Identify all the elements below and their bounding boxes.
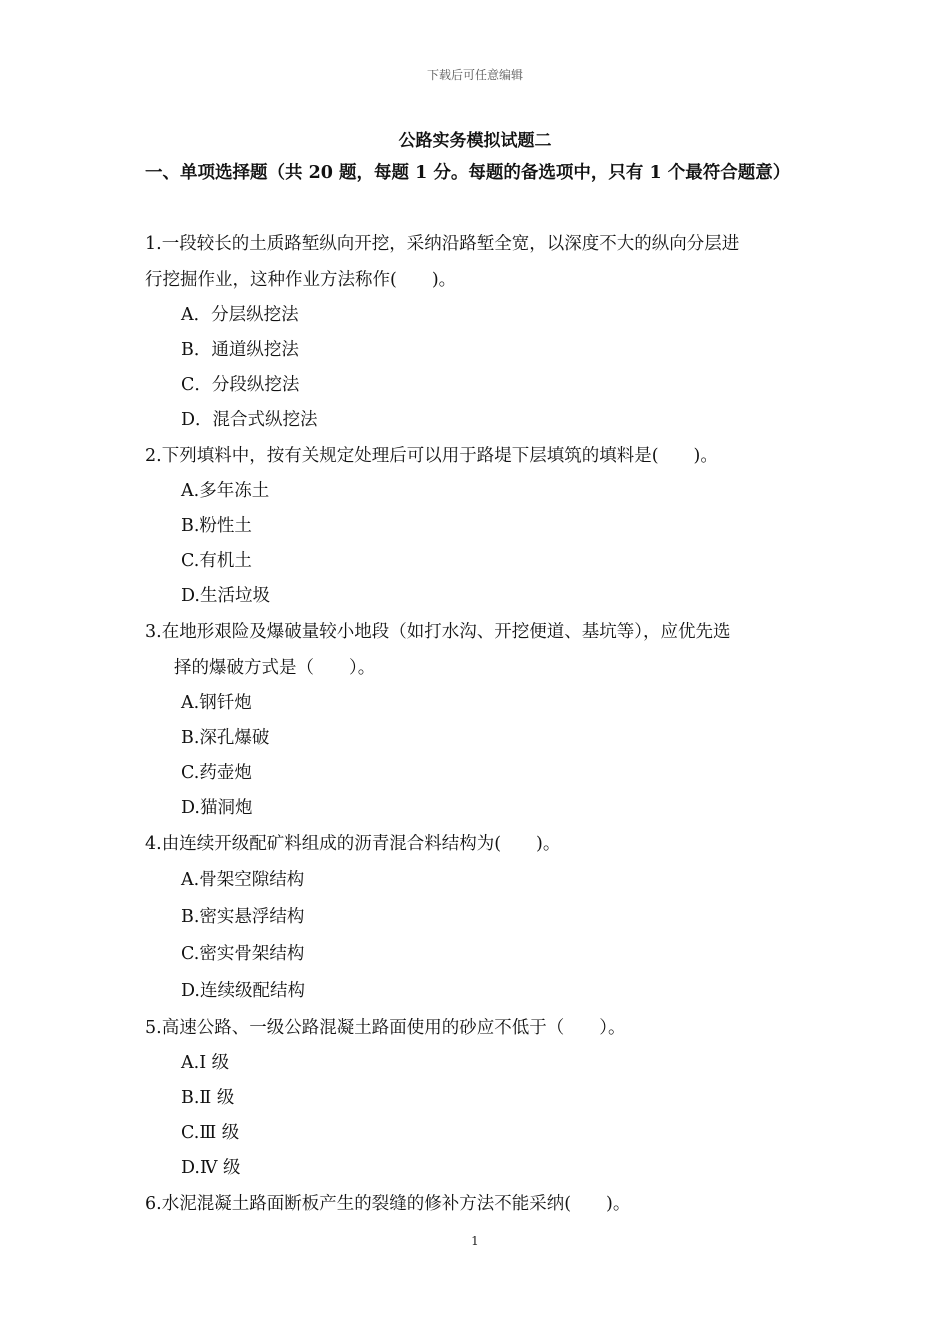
question-2-option-d: D.生活垃圾 xyxy=(181,586,270,606)
question-4-option-d: D.连续级配结构 xyxy=(181,981,305,1001)
question-1-line-2: 行挖掘作业，这种作业方法称作( )。 xyxy=(145,270,457,290)
question-5-option-b: B.Ⅱ 级 xyxy=(181,1088,235,1108)
question-2-option-c: C.有机土 xyxy=(181,551,252,571)
question-3-option-a: A.钢钎炮 xyxy=(181,693,252,713)
question-list xyxy=(145,226,813,1222)
question-2-option-b: B.粉性土 xyxy=(181,516,252,536)
page-header-note: 下载后可任意编辑 xyxy=(426,68,523,82)
question-5-option-d: D.Ⅳ 级 xyxy=(181,1158,241,1178)
question-3-option-d: D.猫洞炮 xyxy=(181,798,253,818)
page-number: 1 xyxy=(471,1234,479,1248)
question-2-line-1: 2.下列填料中，按有关规定处理后可以用于路堤下层填筑的填料是( )。 xyxy=(145,446,718,466)
question-1-option-c: C．分段纵挖法 xyxy=(181,375,300,395)
question-5-line-1: 5.高速公路、一级公路混凝土路面使用的砂应不低于（ ）。 xyxy=(145,1018,626,1038)
question-5-option-a: A.Ⅰ 级 xyxy=(181,1053,230,1073)
question-2-option-a: A.多年冻土 xyxy=(181,481,270,501)
question-3-line-1: 3.在地形艰险及爆破量较小地段（如打水沟、开挖便道、基坑等），应优先选 xyxy=(145,622,731,642)
section-heading: 一、单项选择题（共 20 题，每题 1 分。每题的备选项中，只有 1 个最符合题意） xyxy=(145,163,791,183)
question-5-option-c: C.Ⅲ 级 xyxy=(181,1123,240,1143)
question-6-line-1: 6.水泥混凝土路面断板产生的裂缝的修补方法不能采纳( )。 xyxy=(145,1194,631,1214)
question-4-option-b: B.密实悬浮结构 xyxy=(181,907,305,927)
question-4-option-a: A.骨架空隙结构 xyxy=(181,870,305,890)
question-3-option-c: C.药壶炮 xyxy=(181,763,252,783)
question-1-option-d: D．混合式纵挖法 xyxy=(181,410,318,430)
question-1-line-1: 1.一段较长的土质路堑纵向开挖，采纳沿路堑全宽，以深度不大的纵向分层进 xyxy=(145,234,740,254)
question-4-line-1: 4.由连续开级配矿料组成的沥青混合料结构为( )。 xyxy=(145,834,561,854)
page-title: 公路实务模拟试题二 xyxy=(398,131,552,151)
question-1-option-b: B．通道纵挖法 xyxy=(181,340,299,360)
question-4-option-c: C.密实骨架结构 xyxy=(181,944,305,964)
question-3-option-b: B.深孔爆破 xyxy=(181,728,270,748)
question-3-line-2: 择的爆破方式是（ ）。 xyxy=(174,658,376,678)
question-1-option-a: A．分层纵挖法 xyxy=(181,305,299,325)
